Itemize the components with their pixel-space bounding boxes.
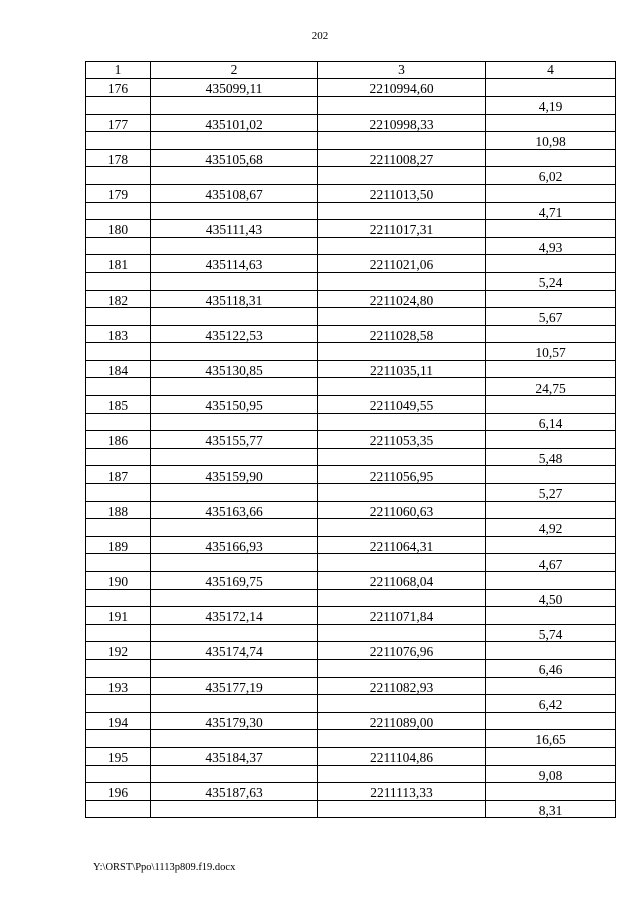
table-row (86, 659, 616, 677)
distance-cell (486, 572, 616, 590)
y-coordinate-cell (318, 167, 486, 185)
x-coordinate-cell (151, 237, 318, 255)
point-number-cell (86, 132, 151, 150)
x-coordinate-cell: 435108,67 (151, 184, 318, 202)
y-coordinate-cell (318, 589, 486, 607)
x-coordinate-cell (151, 202, 318, 220)
distance-cell: 6,14 (486, 413, 616, 431)
distance-cell: 10,57 (486, 343, 616, 361)
point-number-cell (86, 695, 151, 713)
x-coordinate-cell: 435155,77 (151, 431, 318, 449)
point-number-cell: 188 (86, 501, 151, 519)
point-number-cell (86, 659, 151, 677)
table-row (86, 589, 616, 607)
y-coordinate-cell (318, 800, 486, 818)
header-cell: 1 (86, 62, 151, 79)
y-coordinate-cell: 2211068,04 (318, 572, 486, 590)
table-row (86, 677, 616, 695)
y-coordinate-cell: 2211008,27 (318, 149, 486, 167)
point-number-cell (86, 237, 151, 255)
x-coordinate-cell: 435174,74 (151, 642, 318, 660)
table-row (86, 272, 616, 290)
point-number-cell: 196 (86, 783, 151, 801)
x-coordinate-cell: 435163,66 (151, 501, 318, 519)
distance-cell: 9,08 (486, 765, 616, 783)
distance-cell: 4,92 (486, 519, 616, 537)
point-number-cell: 189 (86, 536, 151, 554)
x-coordinate-cell: 435099,11 (151, 79, 318, 97)
x-coordinate-cell: 435172,14 (151, 607, 318, 625)
y-coordinate-cell: 2211024,80 (318, 290, 486, 308)
table-row (86, 572, 616, 590)
y-coordinate-cell: 2211056,95 (318, 466, 486, 484)
point-number-cell (86, 308, 151, 326)
y-coordinate-cell (318, 272, 486, 290)
y-coordinate-cell (318, 765, 486, 783)
y-coordinate-cell: 2211089,00 (318, 712, 486, 730)
x-coordinate-cell: 435187,63 (151, 783, 318, 801)
distance-cell (486, 466, 616, 484)
table-row (86, 202, 616, 220)
point-number-cell: 185 (86, 396, 151, 414)
distance-cell (486, 712, 616, 730)
x-coordinate-cell: 435122,53 (151, 325, 318, 343)
distance-cell (486, 642, 616, 660)
point-number-cell (86, 448, 151, 466)
distance-cell (486, 677, 616, 695)
y-coordinate-cell: 2211049,55 (318, 396, 486, 414)
y-coordinate-cell (318, 624, 486, 642)
x-coordinate-cell (151, 659, 318, 677)
table-row (86, 79, 616, 97)
y-coordinate-cell (318, 378, 486, 396)
y-coordinate-cell: 2210998,33 (318, 114, 486, 132)
x-coordinate-cell (151, 624, 318, 642)
coordinates-table (85, 61, 616, 818)
x-coordinate-cell (151, 695, 318, 713)
table-row (86, 765, 616, 783)
x-coordinate-cell (151, 484, 318, 502)
point-number-cell: 184 (86, 360, 151, 378)
y-coordinate-cell (318, 132, 486, 150)
y-coordinate-cell (318, 413, 486, 431)
x-coordinate-cell (151, 519, 318, 537)
table-row (86, 114, 616, 132)
distance-cell (486, 360, 616, 378)
file-path-footer: Y:\ORST\Ppo\1113p809.f19.docx (93, 862, 236, 873)
x-coordinate-cell: 435177,19 (151, 677, 318, 695)
table-row (86, 501, 616, 519)
y-coordinate-cell (318, 202, 486, 220)
x-coordinate-cell: 435105,68 (151, 149, 318, 167)
table-row (86, 554, 616, 572)
point-number-cell: 195 (86, 747, 151, 765)
table-row (86, 431, 616, 449)
point-number-cell: 191 (86, 607, 151, 625)
table-row (86, 536, 616, 554)
y-coordinate-cell (318, 659, 486, 677)
y-coordinate-cell: 2211013,50 (318, 184, 486, 202)
distance-cell: 4,71 (486, 202, 616, 220)
x-coordinate-cell: 435111,43 (151, 220, 318, 238)
distance-cell (486, 79, 616, 97)
point-number-cell (86, 272, 151, 290)
table-row (86, 712, 616, 730)
point-number-cell (86, 519, 151, 537)
distance-cell: 5,24 (486, 272, 616, 290)
y-coordinate-cell: 2211064,31 (318, 536, 486, 554)
distance-cell: 4,93 (486, 237, 616, 255)
y-coordinate-cell: 2211021,06 (318, 255, 486, 273)
point-number-cell (86, 554, 151, 572)
distance-cell (486, 431, 616, 449)
header-cell: 2 (151, 62, 318, 79)
y-coordinate-cell (318, 343, 486, 361)
x-coordinate-cell (151, 765, 318, 783)
distance-cell: 16,65 (486, 730, 616, 748)
table-row (86, 167, 616, 185)
x-coordinate-cell (151, 308, 318, 326)
table-row (86, 308, 616, 326)
point-number-cell (86, 202, 151, 220)
point-number-cell (86, 413, 151, 431)
point-number-cell: 180 (86, 220, 151, 238)
y-coordinate-cell: 2211060,63 (318, 501, 486, 519)
table-row (86, 290, 616, 308)
x-coordinate-cell: 435118,31 (151, 290, 318, 308)
y-coordinate-cell (318, 519, 486, 537)
distance-cell: 4,19 (486, 96, 616, 114)
y-coordinate-cell: 2211028,58 (318, 325, 486, 343)
point-number-cell (86, 484, 151, 502)
table-row (86, 378, 616, 396)
point-number-cell: 176 (86, 79, 151, 97)
point-number-cell (86, 343, 151, 361)
header-cell: 3 (318, 62, 486, 79)
point-number-cell: 190 (86, 572, 151, 590)
distance-cell (486, 184, 616, 202)
y-coordinate-cell (318, 554, 486, 572)
table-row (86, 96, 616, 114)
y-coordinate-cell: 2211053,35 (318, 431, 486, 449)
distance-cell (486, 149, 616, 167)
x-coordinate-cell: 435130,85 (151, 360, 318, 378)
distance-cell: 24,75 (486, 378, 616, 396)
x-coordinate-cell (151, 167, 318, 185)
distance-cell (486, 220, 616, 238)
table-row (86, 396, 616, 414)
x-coordinate-cell (151, 448, 318, 466)
y-coordinate-cell (318, 730, 486, 748)
point-number-cell: 181 (86, 255, 151, 273)
x-coordinate-cell: 435169,75 (151, 572, 318, 590)
point-number-cell (86, 730, 151, 748)
point-number-cell (86, 624, 151, 642)
distance-cell (486, 396, 616, 414)
x-coordinate-cell: 435184,37 (151, 747, 318, 765)
point-number-cell (86, 167, 151, 185)
distance-cell (486, 783, 616, 801)
distance-cell: 6,46 (486, 659, 616, 677)
distance-cell: 4,67 (486, 554, 616, 572)
y-coordinate-cell (318, 96, 486, 114)
table-row (86, 695, 616, 713)
table-row (86, 184, 616, 202)
y-coordinate-cell: 2211104,86 (318, 747, 486, 765)
table-row (86, 642, 616, 660)
table-row (86, 220, 616, 238)
y-coordinate-cell: 2211082,93 (318, 677, 486, 695)
y-coordinate-cell: 2211017,31 (318, 220, 486, 238)
distance-cell: 6,02 (486, 167, 616, 185)
distance-cell (486, 325, 616, 343)
point-number-cell: 178 (86, 149, 151, 167)
table-row (86, 484, 616, 502)
x-coordinate-cell: 435114,63 (151, 255, 318, 273)
distance-cell (486, 290, 616, 308)
point-number-cell (86, 765, 151, 783)
point-number-cell: 182 (86, 290, 151, 308)
table-row (86, 237, 616, 255)
y-coordinate-cell: 2211113,33 (318, 783, 486, 801)
table-row (86, 519, 616, 537)
table-row (86, 360, 616, 378)
distance-cell (486, 255, 616, 273)
distance-cell: 5,48 (486, 448, 616, 466)
distance-cell (486, 747, 616, 765)
table-header-row (86, 62, 616, 79)
x-coordinate-cell (151, 343, 318, 361)
distance-cell: 10,98 (486, 132, 616, 150)
point-number-cell (86, 589, 151, 607)
y-coordinate-cell (318, 308, 486, 326)
point-number-cell: 177 (86, 114, 151, 132)
distance-cell (486, 501, 616, 519)
table-row (86, 448, 616, 466)
table-row (86, 730, 616, 748)
point-number-cell: 183 (86, 325, 151, 343)
point-number-cell (86, 800, 151, 818)
table-row (86, 783, 616, 801)
table-row (86, 149, 616, 167)
distance-cell: 8,31 (486, 800, 616, 818)
x-coordinate-cell: 435101,02 (151, 114, 318, 132)
x-coordinate-cell (151, 413, 318, 431)
y-coordinate-cell: 2211035,11 (318, 360, 486, 378)
table-body (86, 62, 616, 818)
point-number-cell: 179 (86, 184, 151, 202)
y-coordinate-cell (318, 695, 486, 713)
distance-cell (486, 607, 616, 625)
x-coordinate-cell (151, 554, 318, 572)
point-number-cell (86, 96, 151, 114)
table-row (86, 607, 616, 625)
x-coordinate-cell (151, 800, 318, 818)
header-cell: 4 (486, 62, 616, 79)
point-number-cell: 194 (86, 712, 151, 730)
distance-cell: 5,67 (486, 308, 616, 326)
table-row (86, 466, 616, 484)
y-coordinate-cell (318, 448, 486, 466)
x-coordinate-cell: 435166,93 (151, 536, 318, 554)
table-row (86, 800, 616, 818)
table-row (86, 255, 616, 273)
x-coordinate-cell (151, 96, 318, 114)
table-row (86, 624, 616, 642)
page-number: 202 (311, 30, 329, 42)
point-number-cell (86, 378, 151, 396)
point-number-cell: 186 (86, 431, 151, 449)
distance-cell: 4,50 (486, 589, 616, 607)
x-coordinate-cell (151, 730, 318, 748)
y-coordinate-cell: 2210994,60 (318, 79, 486, 97)
x-coordinate-cell: 435150,95 (151, 396, 318, 414)
x-coordinate-cell (151, 272, 318, 290)
y-coordinate-cell (318, 237, 486, 255)
distance-cell: 5,27 (486, 484, 616, 502)
distance-cell: 5,74 (486, 624, 616, 642)
x-coordinate-cell: 435179,30 (151, 712, 318, 730)
table-row (86, 343, 616, 361)
x-coordinate-cell (151, 589, 318, 607)
point-number-cell: 193 (86, 677, 151, 695)
x-coordinate-cell (151, 132, 318, 150)
table-row (86, 413, 616, 431)
table-row (86, 132, 616, 150)
distance-cell (486, 536, 616, 554)
point-number-cell: 187 (86, 466, 151, 484)
x-coordinate-cell: 435159,90 (151, 466, 318, 484)
distance-cell (486, 114, 616, 132)
y-coordinate-cell: 2211076,96 (318, 642, 486, 660)
y-coordinate-cell (318, 484, 486, 502)
y-coordinate-cell: 2211071,84 (318, 607, 486, 625)
point-number-cell: 192 (86, 642, 151, 660)
table-row (86, 747, 616, 765)
table-row (86, 325, 616, 343)
x-coordinate-cell (151, 378, 318, 396)
distance-cell: 6,42 (486, 695, 616, 713)
